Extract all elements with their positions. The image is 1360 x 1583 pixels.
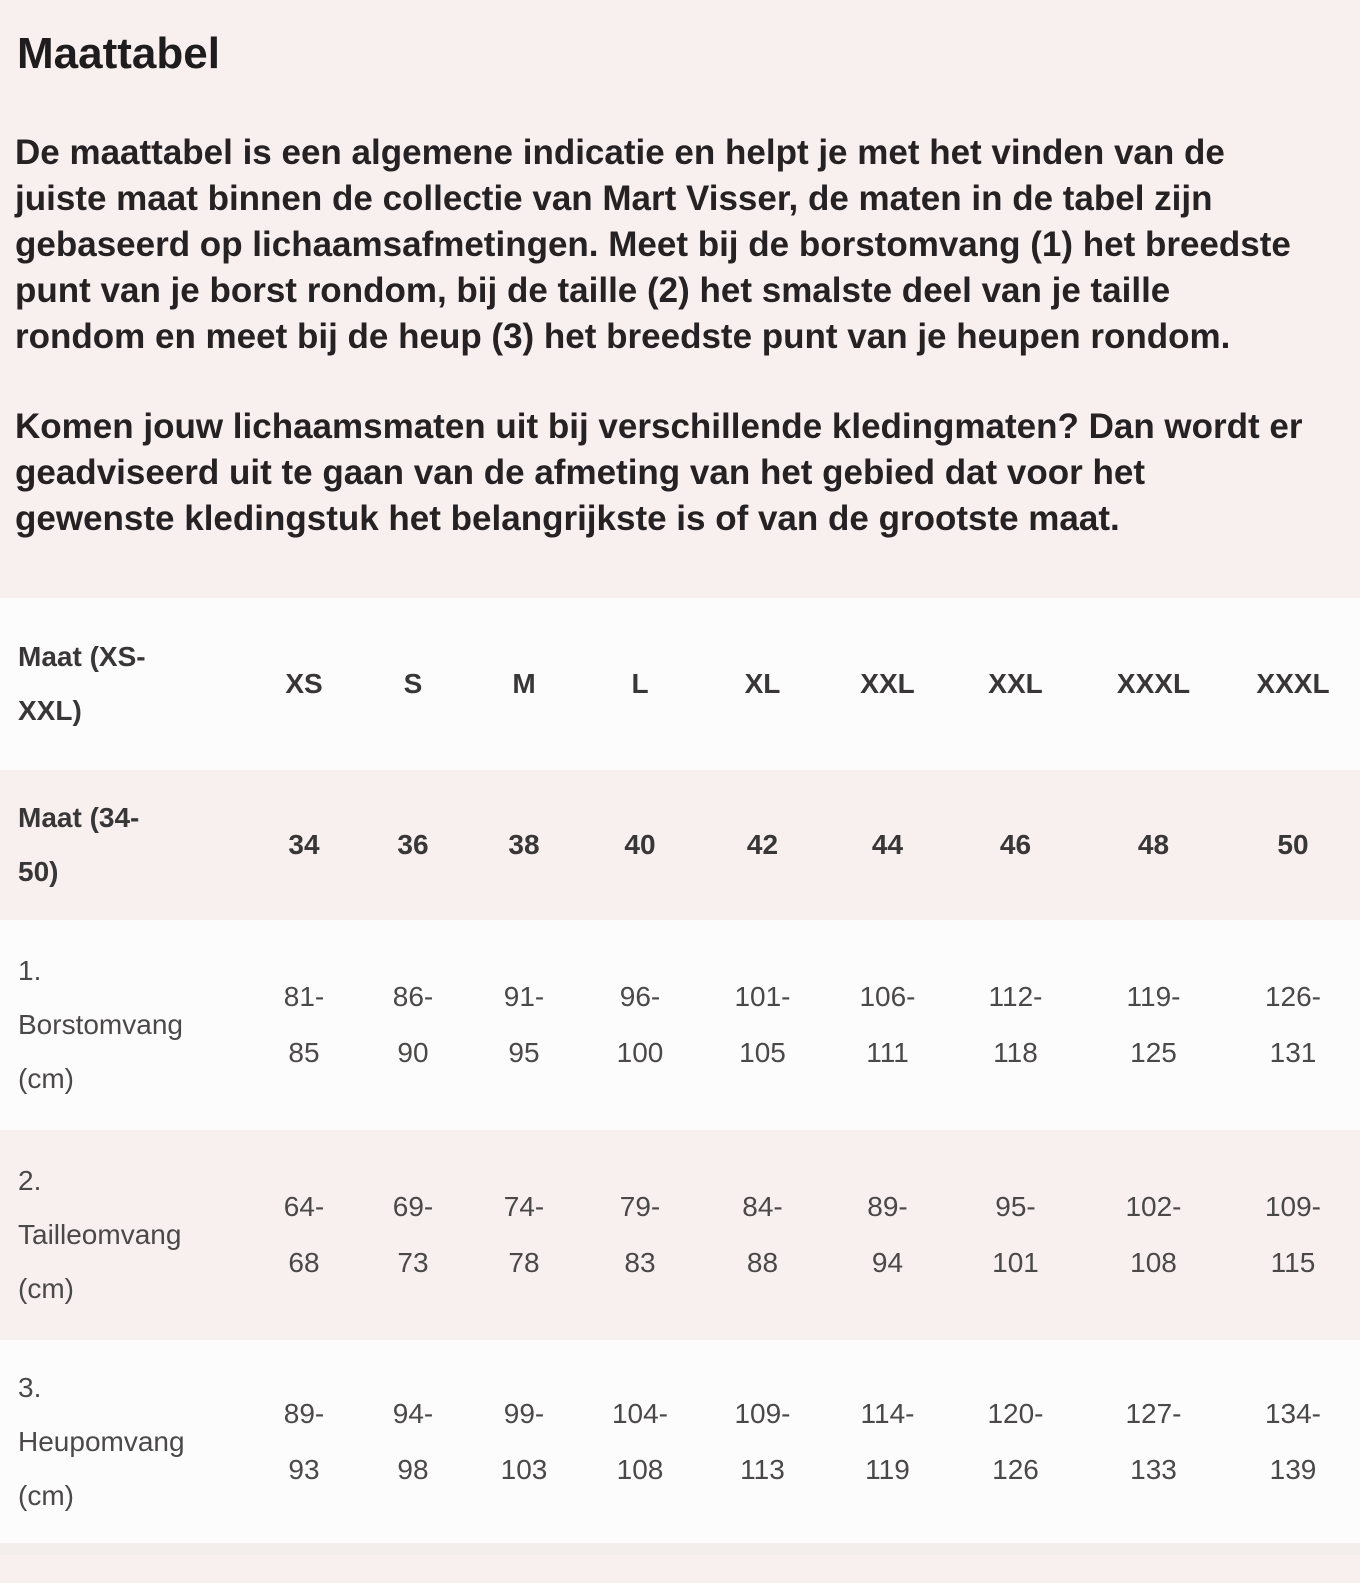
hip-range-xxxl-1: 127-133: [1125, 1397, 1182, 1485]
row-header-chest: 1. Borstomvang (cm): [18, 955, 183, 1094]
hip-range-s: 94-98: [392, 1397, 434, 1485]
size-letter-m: M: [512, 668, 536, 699]
size-number-40: 40: [624, 829, 656, 860]
size-letter-xs: XS: [285, 668, 323, 699]
table-row-chest: [0, 920, 1360, 1130]
row-header-hip: 3. Heupomvang (cm): [18, 1371, 185, 1511]
size-number-38: 38: [508, 829, 540, 860]
table-row-partial: [0, 1543, 1360, 1555]
size-number-50: 50: [1277, 829, 1309, 860]
size-letter-xl: XL: [744, 668, 781, 699]
size-letter-xxxl-2: XXXL: [1256, 668, 1330, 699]
size-letter-xxl-1: XXL: [860, 668, 915, 699]
row-header-size-letters: Maat (XS-XXL): [18, 641, 146, 726]
chest-range-xxl-2: 112-118: [988, 981, 1043, 1068]
row-header-size-numbers: Maat (34-50): [18, 802, 140, 887]
maattabel-page: [0, 28, 1360, 1555]
hip-range-xxl-1: 114-119: [860, 1397, 915, 1485]
waist-range-xxxl-1: 102-108: [1125, 1191, 1182, 1278]
hip-range-l: 104-108: [611, 1397, 669, 1485]
waist-range-m: 74-78: [503, 1191, 545, 1278]
size-number-46: 46: [999, 829, 1032, 860]
hip-range-xxxl-2: 134-139: [1264, 1397, 1322, 1485]
size-letter-xxxl-1: XXXL: [1116, 668, 1191, 699]
size-number-44: 44: [871, 829, 904, 860]
waist-range-xxxl-2: 109-115: [1264, 1191, 1322, 1278]
table-row-size-letters: [0, 598, 1360, 770]
intro-paragraph: De maattabel is een algemene indicatie en helpt je met het vinden van de juiste maat binnen de collectie van Mart Visser, de maten in de tabel zijn gebaseerd op lichaamsafmetingen. Meet bij de borstomvang (1) het breedste punt van je borst rondom, bij de taille (2) het smalste deel van je taille rondom en meet bij de heup (3) het breedste punt van je heupen rondom.: [15, 133, 1291, 356]
chest-range-xl: 101-105: [734, 981, 791, 1068]
waist-range-s: 69-73: [392, 1191, 434, 1278]
table-row-waist: [0, 1130, 1360, 1340]
waist-range-xxl-2: 95-101: [992, 1191, 1039, 1278]
size-number-42: 42: [746, 829, 779, 860]
hip-range-xl: 109-113: [734, 1397, 791, 1485]
chest-range-xxxl-2: 126-131: [1264, 981, 1322, 1068]
waist-range-l: 79-83: [619, 1191, 661, 1278]
chest-range-xs: 81-85: [283, 981, 325, 1068]
hip-range-xs: 89-93: [283, 1397, 325, 1485]
chest-range-xxl-1: 106-111: [859, 981, 916, 1068]
row-header-waist: 2. Tailleomvang (cm): [18, 1165, 182, 1304]
table-row-size-numbers: [0, 770, 1360, 920]
hip-range-m: 99-103: [500, 1397, 548, 1485]
size-letter-l: L: [631, 668, 649, 699]
waist-range-xxl-1: 89-94: [867, 1191, 908, 1278]
waist-range-xl: 84-88: [742, 1191, 783, 1278]
size-letter-s: S: [403, 668, 423, 699]
size-number-48: 48: [1137, 829, 1170, 860]
advice-paragraph: Komen jouw lichaamsmaten uit bij verschillende kledingmaten? Dan wordt er geadviseerd uit te gaan van de afmeting van het gebied dat voor het gewenste kledingstuk het belangrijkste is of van de grootste maat.: [15, 407, 1303, 538]
size-table: [0, 598, 1360, 1543]
size-letter-xxl-2: XXL: [988, 668, 1043, 699]
chest-range-s: 86-90: [392, 981, 434, 1068]
chest-range-l: 96-100: [616, 981, 664, 1068]
size-number-36: 36: [397, 829, 429, 860]
size-number-34: 34: [288, 829, 320, 860]
page-title: Maattabel: [17, 29, 220, 78]
waist-range-xs: 64-68: [283, 1191, 325, 1278]
chest-range-m: 91-95: [503, 981, 545, 1068]
table-row-hip: [0, 1340, 1360, 1543]
chest-range-xxxl-1: 119-125: [1126, 981, 1181, 1068]
hip-range-xxl-2: 120-126: [987, 1397, 1044, 1485]
